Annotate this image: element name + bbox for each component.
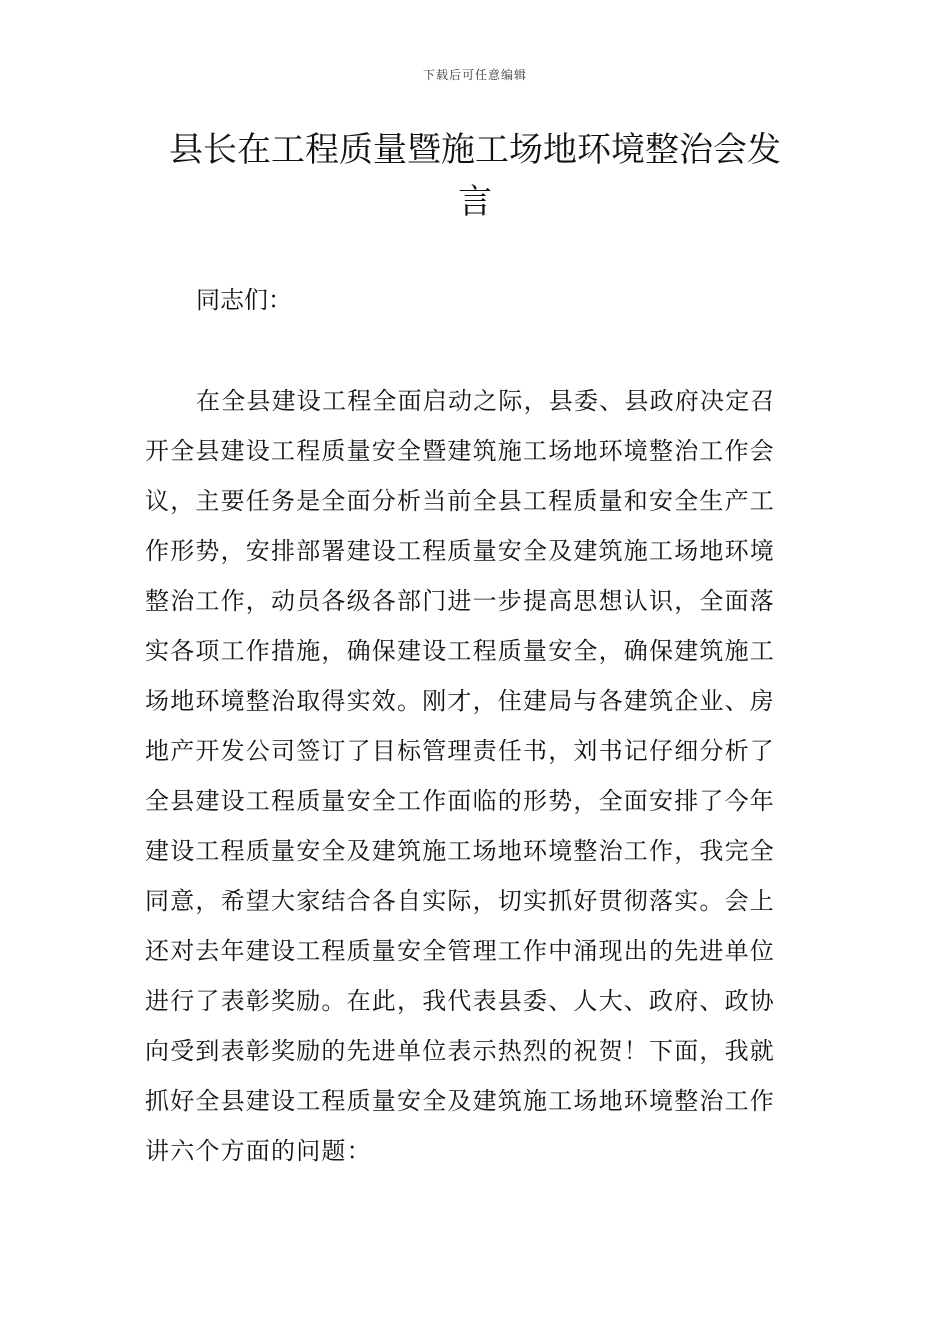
document-title [145, 124, 805, 228]
paragraph-line: 地产开发公司签订了目标管理责任书，刘书记仔细分析了 [145, 737, 775, 765]
paragraph-line: 全县建设工程质量安全工作面临的形势，全面安排了今年 [145, 787, 775, 815]
paragraph-line: 议，主要任务是全面分析当前全县工程质量和安全生产工 [145, 487, 775, 515]
salutation: 同志们： [196, 286, 292, 314]
paragraph-line: 开全县建设工程质量安全暨建筑施工场地环境整治工作会 [145, 437, 775, 465]
paragraph-line: 在全县建设工程全面启动之际，县委、县政府决定召 [196, 387, 776, 415]
paragraph-line: 场地环境整治取得实效。刚才，住建局与各建筑企业、房 [145, 687, 775, 715]
paragraph-line: 整治工作，动员各级各部门进一步提高思想认识，全面落 [145, 587, 775, 615]
paragraph-line: 还对去年建设工程质量安全管理工作中涌现出的先进单位 [145, 937, 775, 965]
paragraph-line: 讲六个方面的问题： [145, 1137, 372, 1165]
paragraph-line: 实各项工作措施，确保建设工程质量安全，确保建筑施工 [145, 637, 775, 665]
paragraph-line: 建设工程质量安全及建筑施工场地环境整治工作，我完全 [145, 837, 775, 865]
title-line-2: 言 [458, 182, 492, 222]
body-paragraph [145, 376, 805, 1176]
paragraph-line: 作形势，安排部署建设工程质量安全及建筑施工场地环境 [145, 537, 775, 565]
paragraph-line: 向受到表彰奖励的先进单位表示热烈的祝贺！下面，我就 [145, 1037, 775, 1065]
title-line-1: 县长在工程质量暨施工场地环境整治会发 [169, 130, 781, 170]
paragraph-line: 抓好全县建设工程质量安全及建筑施工场地环境整治工作 [145, 1087, 775, 1115]
paragraph-line: 同意，希望大家结合各自实际，切实抓好贯彻落实。会上 [145, 887, 775, 915]
paragraph-line: 进行了表彰奖励。在此，我代表县委、人大、政府、政协 [145, 987, 775, 1015]
header-note: 下载后可任意编辑 [422, 68, 527, 82]
